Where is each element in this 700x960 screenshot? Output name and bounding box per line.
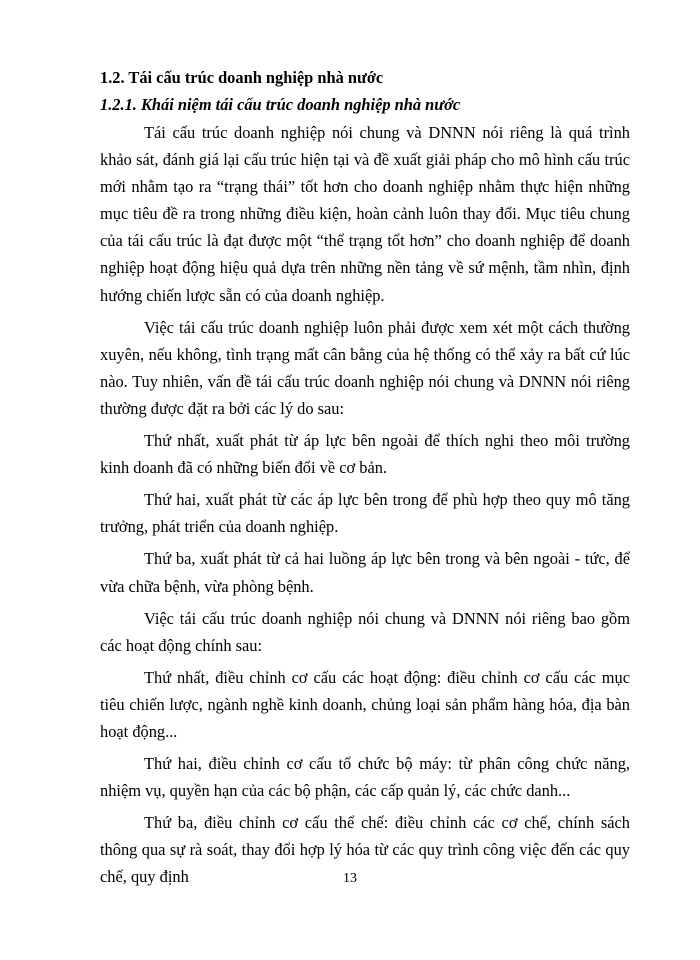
paragraph-reason-2: Thứ hai, xuất phát từ các áp lực bên trong để phù hợp theo quy mô tăng trưởng, phát triển của doanh nghiệp. [100, 490, 630, 537]
page-number: 13 [343, 871, 357, 886]
page-content [100, 64, 630, 896]
paragraph-reason-1: Thứ nhất, xuất phát từ áp lực bên ngoài để thích nghi theo môi trường kinh doanh đã có những biến đổi về cơ bản. [100, 431, 630, 478]
paragraph-activity-1: Thứ nhất, điều chỉnh cơ cấu các hoạt động: điều chỉnh cơ cấu các mục tiêu chiến lược, ngành nghề kinh doanh, chủng loại sản phẩm hàng hóa, địa bàn hoạt động... [100, 667, 630, 741]
paragraph-reason-3: Thứ ba, xuất phát từ cả hai luồng áp lực bên trong và bên ngoài - tức, để vừa chữa bệnh, vừa phòng bệnh. [100, 549, 630, 596]
paragraph-activities-intro: Việc tái cấu trúc doanh nghiệp nói chung và DNNN nói riêng bao gồm các hoạt động chính sau: [100, 608, 630, 655]
subsection-heading: 1.2.1. Khái niệm tái cấu trúc doanh nghiệp nhà nước [100, 95, 461, 114]
paragraph-activity-2: Thứ hai, điều chỉnh cơ cấu tổ chức bộ máy: từ phân công chức năng, nhiệm vụ, quyền hạn của các bộ phận, các cấp quản lý, các chức danh... [100, 754, 630, 801]
paragraph-definition: Tái cấu trúc doanh nghiệp nói chung và DNNN nói riêng là quá trình khảo sát, đánh giá lại cấu trúc hiện tại và đề xuất giải pháp cho mô hình cấu trúc mới nhằm tạo ra “trạng thái” tốt hơn cho doanh nghiệp nhằm thực hiện những mục tiêu đề ra trong những điều kiện, hoàn cảnh luôn thay đổi. Mục tiêu chung của tái cấu trúc là đạt được một “thể trạng tốt hơn” cho doanh nghiệp để doanh nghiệp hoạt động hiệu quả dựa trên những nền tảng về sứ mệnh, tầm nhìn, định hướng chiến lược sẵn có của doanh nghiệp. [100, 123, 630, 305]
paragraph-reasons-intro: Việc tái cấu trúc doanh nghiệp luôn phải được xem xét một cách thường xuyên, nếu không, tình trạng mất cân bằng của hệ thống có thể xảy ra bất cứ lúc nào. Tuy nhiên, vấn đề tái cấu trúc doanh nghiệp nói chung và DNNN nói riêng thường được đặt ra bởi các lý do sau: [100, 317, 630, 418]
paragraph-activity-3: Thứ ba, điều chỉnh cơ cấu thể chế: điều chỉnh các cơ chế, chính sách thông qua sự rà soát, thay đổi hợp lý hóa từ các quy trình công việc đến các quy chế, quy định [100, 813, 630, 887]
section-heading: 1.2. Tái cấu trúc doanh nghiệp nhà nước [100, 68, 384, 87]
